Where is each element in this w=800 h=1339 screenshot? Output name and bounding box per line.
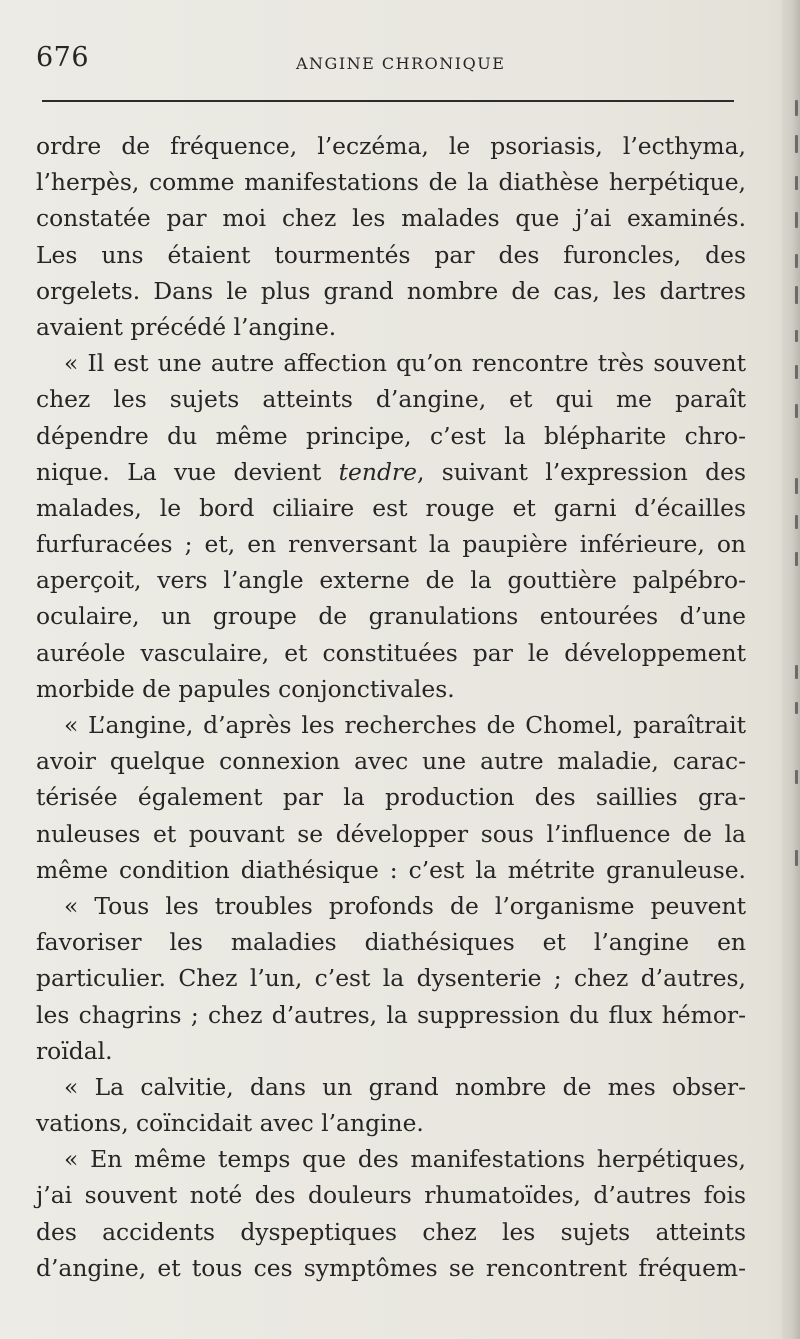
- text-line: nuleuses et pouvant se développer sous l’influence de la: [36, 819, 746, 848]
- text-line: l’herpès, comme manifestations de la diathèse herpétique,: [36, 168, 746, 197]
- edge-mark: [795, 770, 798, 784]
- text-line: vations, coïncidait avec l’angine.: [36, 1109, 424, 1138]
- text-line: ordre de fréquence, l’eczéma, le psoriasis, l’ecthyma,: [36, 132, 746, 160]
- text-line: « La calvitie, dans un grand nombre de mes obser-: [64, 1072, 746, 1101]
- text-line: [36, 454, 746, 490]
- text-line: « L’angine, d’après les recherches de Chomel, paraîtrait: [64, 711, 746, 739]
- edge-mark: [795, 176, 798, 190]
- text-line: furfuracées ; et, en renversant la paupière inférieure, on: [36, 530, 746, 559]
- text-line: morbide de papules conjonctivales.: [36, 674, 455, 703]
- edge-mark: [795, 365, 798, 379]
- text-line: malades, le bord ciliaire est rouge et garni d’écailles: [36, 493, 746, 522]
- edge-mark: [795, 254, 798, 268]
- text-line: les chagrins ; chez d’autres, la suppression du flux hémor-: [36, 1000, 746, 1029]
- text-line: particulier. Chez l’un, c’est la dysenterie ; chez d’autres,: [36, 964, 746, 993]
- edge-mark: [795, 135, 798, 153]
- text-line: oculaire, un groupe de granulations entourées d’une: [36, 602, 746, 631]
- edge-mark: [795, 515, 798, 529]
- edge-mark: [795, 212, 798, 228]
- header-rule: [42, 100, 734, 102]
- text-line: j’ai souvent noté des douleurs rhumatoïdes, d’autres fois: [36, 1181, 746, 1210]
- text-line: même condition diathésique : c’est la métrite granuleuse.: [36, 855, 746, 884]
- text-line: favoriser les maladies diathésiques et l’angine en: [36, 928, 746, 957]
- edge-mark: [795, 286, 798, 304]
- text-line: auréole vasculaire, et constituées par le développement: [36, 638, 746, 667]
- body-text: [36, 128, 746, 1286]
- text-line: aperçoit, vers l’angle externe de la gouttière palpébro-: [36, 566, 746, 595]
- text-line: des accidents dyspeptiques chez les sujets atteints: [36, 1217, 746, 1246]
- edge-mark: [795, 850, 798, 866]
- page-header: [36, 42, 736, 82]
- edge-mark: [795, 404, 798, 418]
- edge-mark: [795, 330, 798, 342]
- text-line: « Il est une autre affection qu’on rencontre très souvent: [64, 349, 746, 378]
- italic-word: tendre: [338, 457, 417, 486]
- page-number: 676: [36, 42, 90, 73]
- edge-mark: [795, 552, 798, 566]
- edge-mark: [795, 100, 798, 116]
- text-line: avaient précédé l’angine.: [36, 312, 337, 341]
- text-segment: nique. La vue devient: [36, 457, 339, 486]
- text-line: chez les sujets atteints d’angine, et qui me paraît: [36, 385, 746, 414]
- text-line: « Tous les troubles profonds de l’organisme peuvent: [64, 891, 746, 920]
- running-head: ANGINE CHRONIQUE: [296, 54, 506, 73]
- edge-mark: [795, 665, 798, 679]
- edge-mark: [795, 702, 798, 714]
- text-line: d’angine, et tous ces symptômes se rencontrent fréquem-: [36, 1253, 746, 1282]
- text-line: avoir quelque connexion avec une autre maladie, carac-: [36, 747, 746, 776]
- text-line: dépendre du même principe, c’est la blépharite chro-: [36, 421, 746, 450]
- text-line: constatée par moi chez les malades que j’ai examinés.: [36, 204, 746, 233]
- page-edge: [782, 0, 800, 1339]
- text-line: « En même temps que des manifestations herpétiques,: [64, 1145, 746, 1174]
- text-line: Les uns étaient tourmentés par des furoncles, des: [36, 240, 746, 269]
- text-line: térisée également par la production des saillies gra-: [36, 783, 746, 812]
- text-segment: , suivant l’expression des: [416, 457, 746, 486]
- text-line: orgelets. Dans le plus grand nombre de cas, les dartres: [36, 276, 746, 305]
- text-line: roïdal.: [36, 1036, 113, 1065]
- edge-mark: [795, 478, 798, 494]
